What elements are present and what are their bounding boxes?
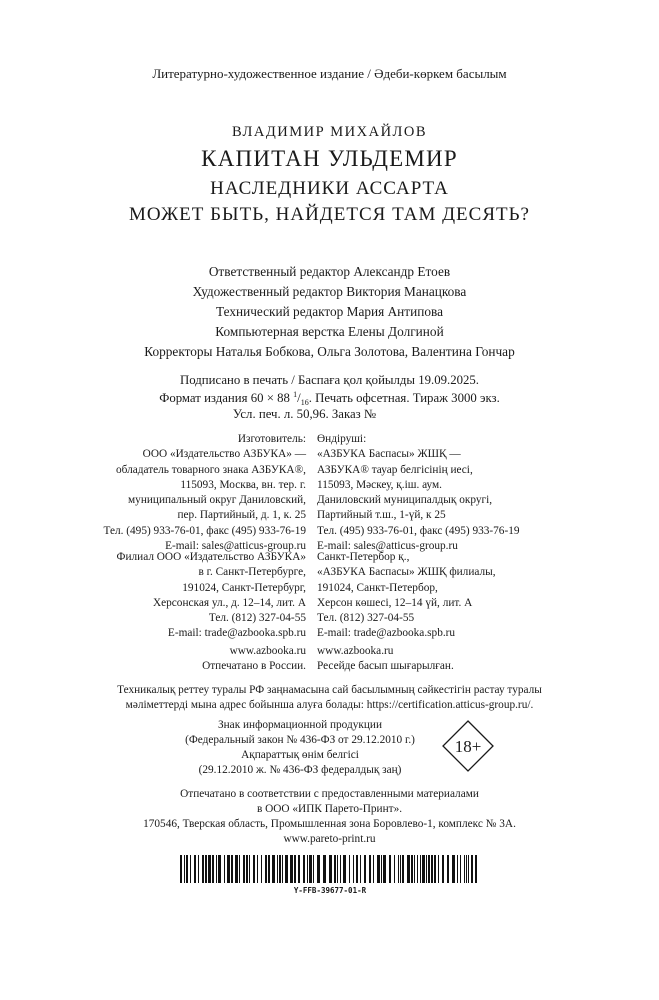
barcode-bar xyxy=(417,855,418,883)
barcode-bar xyxy=(249,855,250,883)
barcode-bar xyxy=(398,855,399,883)
staff-line: Корректоры Наталья Бобкова, Ольга Золотова, Валентина Гончар xyxy=(144,344,515,359)
barcode-bar xyxy=(282,855,283,883)
certification-line: мәліметтерді мына адрес бойынша алуға болады: https://certification.atticus-group.ru/. xyxy=(125,699,534,711)
manufacturer-right-line: E-mail: sales@atticus-group.ru xyxy=(317,540,458,553)
manufacturer-left-line: Тел. (495) 933-76-01, факс (495) 933-76-19 xyxy=(103,524,306,537)
barcode-bar xyxy=(343,855,346,883)
format-numerator: 1 xyxy=(293,390,298,399)
order-line: Усл. печ. л. 50,96. Заказ № xyxy=(232,407,377,421)
barcode-bar xyxy=(239,855,240,883)
subtitle-1: НАСЛЕДНИКИ АССАРТА xyxy=(210,178,449,199)
printed-in-line: Отпечатано в России. xyxy=(202,660,306,673)
barcode-bar xyxy=(243,855,245,883)
branch-left-line: E-mail: trade@azbooka.spb.ru xyxy=(167,627,306,640)
manufacturer-left-line: ООО «Издательство АЗБУКА» — xyxy=(142,448,306,461)
barcode-bar xyxy=(212,855,214,883)
printer-line: Отпечатано в соответствии с предоставленными материалами xyxy=(180,788,479,800)
barcode-bar xyxy=(407,855,410,883)
branch-right-line: Тел. (812) 327-04-55 xyxy=(317,612,415,625)
barcode-bar xyxy=(317,855,320,883)
barcode-bar xyxy=(231,855,233,883)
barcode-bar xyxy=(272,855,275,883)
barcode-bar xyxy=(294,855,296,883)
certification-line: Техникалық реттеу туралы РФ заңнамасына сай басылымның сәйкестігін растау туралы xyxy=(117,684,542,696)
barcode-bar xyxy=(383,855,386,883)
manufacturer-right-line: АЗБУКА® тауар белгісінің иесі, xyxy=(317,463,473,476)
barcode-bar xyxy=(216,855,217,883)
barcode-bar xyxy=(337,855,338,883)
branch-right-line: Херсон көшесі, 12–14 үй, лит. А xyxy=(317,596,473,609)
barcode-bar xyxy=(394,855,395,883)
barcode-bar xyxy=(364,855,366,883)
manufacturer-right-line: Партийный т.ш., 1-үй, к 25 xyxy=(317,509,446,522)
manufacturer-left-line: муниципальный округ Даниловский, xyxy=(128,494,306,507)
barcode-bar xyxy=(442,855,444,883)
branch-left-line: 191024, Санкт-Петербург, xyxy=(182,581,306,594)
barcode-bar xyxy=(466,855,467,883)
barcode-bar xyxy=(253,855,255,883)
barcode-bar xyxy=(279,855,281,883)
info-mark-line: Знак информационной продукции xyxy=(217,719,383,731)
manufacturer-right-line: Тел. (495) 933-76-01, факс (495) 933-76-19 xyxy=(317,524,520,537)
barcode-bar xyxy=(464,855,465,883)
branch-right-line: E-mail: trade@azbooka.spb.ru xyxy=(317,627,456,640)
branch-left-line: Филиал ООО «Издательство АЗБУКА» xyxy=(116,551,306,563)
author-name: ВЛАДИМИР МИХАЙЛОВ xyxy=(231,124,428,140)
barcode-bar xyxy=(246,855,248,883)
barcode-bar xyxy=(460,855,461,883)
manufacturer-right-line: «АЗБУКА Баспасы» ЖШҚ — xyxy=(317,448,461,461)
info-mark-line: Ақпараттық өнім белгісі xyxy=(241,749,359,761)
manufacturer-right xyxy=(317,432,520,554)
barcode-bar xyxy=(422,855,425,883)
barcode-bar xyxy=(298,855,300,883)
age-rating-text: 18+ xyxy=(454,737,482,756)
barcode-bar xyxy=(349,855,350,883)
branch-right-line: «АЗБУКА Баспасы» ЖШҚ филиалы, xyxy=(317,566,496,579)
format-denominator: 16 xyxy=(300,398,309,407)
printed-in-line: Ресейде басып шығарылған. xyxy=(317,660,454,673)
barcode-bar xyxy=(411,855,413,883)
format-line: Формат издания 60 × 88 $^1/_{16}$. Печать офсетная. Тираж 3000 экз. xyxy=(159,390,500,407)
barcode-bar xyxy=(360,855,361,883)
manufacturer-right-line: Өндіруші: xyxy=(317,433,367,445)
barcode-bar xyxy=(373,855,374,883)
barcode-bar xyxy=(434,855,436,883)
barcode-bar xyxy=(452,855,455,883)
barcode-bar xyxy=(313,855,314,883)
format-prefix: Формат издания 60 × 88 xyxy=(159,391,294,405)
barcode-bar xyxy=(323,855,326,883)
signed-date: Подписано в печать / Баспаға қол қойылды 19.09.2025. xyxy=(180,373,479,387)
printer-line: в ООО «ИПК Парето-Принт». xyxy=(256,803,403,815)
barcode-bar xyxy=(290,855,293,883)
manufacturer-left-line: E-mail: sales@atticus-group.ru xyxy=(165,540,306,553)
printer-url[interactable]: www.pareto-print.ru xyxy=(283,833,376,845)
barcode-bar xyxy=(261,855,262,883)
staff-line: Художественный редактор Виктория Манацкова xyxy=(192,284,467,299)
staff-line: Ответственный редактор Александр Етоев xyxy=(208,264,451,279)
branch-right-line: Санкт-Петербор қ., xyxy=(317,551,410,563)
manufacturer-left-line: 115093, Москва, вн. тер. г. xyxy=(180,478,306,491)
barcode-bar xyxy=(457,855,458,883)
printer-line: 170546, Тверская область, Промышленная зона Боровлево-1, комплекс № 3А. xyxy=(143,818,516,830)
barcode-bar xyxy=(227,855,230,883)
barcode-bar xyxy=(402,855,404,883)
barcode-bar xyxy=(468,855,469,883)
barcode-bar xyxy=(186,855,188,883)
barcode-code: Y-FFB-39677-01-R xyxy=(293,886,367,895)
barcode-bar xyxy=(389,855,391,883)
edition-line: Литературно-художественное издание / Әдеби-көркем басылым xyxy=(152,66,507,81)
barcode xyxy=(180,855,480,883)
format-suffix: . Печать офсетная. Тираж 3000 экз. xyxy=(308,391,500,405)
manufacturer-left-line: обладатель товарного знака АЗБУКА®, xyxy=(115,463,306,476)
barcode-bar xyxy=(471,855,473,883)
subtitle-2: МОЖЕТ БЫТЬ, НАЙДЕТСЯ ТАМ ДЕСЯТЬ? xyxy=(129,204,530,225)
barcode-bar xyxy=(438,855,439,883)
barcode-bar xyxy=(426,855,427,883)
age-rating-badge xyxy=(442,720,494,772)
barcode-bar xyxy=(208,855,211,883)
barcode-bar xyxy=(285,855,288,883)
manufacturer-right-line: Даниловский муниципалдық округі, xyxy=(317,494,493,507)
branch-right-line: 191024, Санкт-Петербор, xyxy=(317,581,438,594)
barcode-bar xyxy=(353,855,354,883)
branch-left-line: в г. Санкт-Петербурге, xyxy=(198,566,306,579)
manufacturer-left-line: пер. Партийный, д. 1, к. 25 xyxy=(177,509,306,522)
barcode-bar xyxy=(447,855,449,883)
branch-right xyxy=(317,550,496,642)
barcode-bar xyxy=(377,855,380,883)
barcode-bar xyxy=(334,855,336,883)
barcode-bar xyxy=(369,855,371,883)
barcode-bar xyxy=(180,855,182,883)
info-mark-line: (29.12.2010 ж. № 436-ФЗ федералдық заң) xyxy=(198,764,402,776)
book-title: КАПИТАН УЛЬДЕМИР xyxy=(201,146,458,171)
staff-line: Технический редактор Мария Антипова xyxy=(216,304,443,319)
manufacturer-left-line: Изготовитель: xyxy=(237,433,306,445)
barcode-bar xyxy=(194,855,196,883)
barcode-bar xyxy=(303,855,305,883)
barcode-bar xyxy=(277,855,278,883)
barcode-bar xyxy=(235,855,238,883)
branch-left-line: Тел. (812) 327-04-55 xyxy=(208,612,306,625)
barcode-bar xyxy=(184,855,185,883)
staff-line: Компьютерная верстка Елены Долгиной xyxy=(215,324,444,339)
barcode-bar xyxy=(307,855,308,883)
barcode-bar xyxy=(218,855,221,883)
barcode-bar xyxy=(205,855,207,883)
barcode-bar xyxy=(257,855,258,883)
branch-left-line: Херсонская ул., д. 12–14, лит. А xyxy=(152,596,306,609)
barcode-bar xyxy=(381,855,382,883)
barcode-bar xyxy=(329,855,332,883)
diamond-icon xyxy=(442,720,494,772)
barcode-bar xyxy=(198,855,199,883)
website-link[interactable]: www.azbooka.ru xyxy=(317,645,394,657)
barcode-bar xyxy=(420,855,421,883)
barcode-bar xyxy=(356,855,358,883)
website-link[interactable]: www.azbooka.ru xyxy=(229,645,306,657)
branch-left xyxy=(117,550,306,642)
barcode-bar xyxy=(309,855,312,883)
barcode-bar xyxy=(202,855,204,883)
web-right xyxy=(317,644,454,675)
manufacturer-left xyxy=(103,432,306,554)
barcode-bar xyxy=(340,855,341,883)
manufacturer-right-line: 115093, Мәскеу, қ.іш. аум. xyxy=(317,478,443,491)
barcode-bar xyxy=(268,855,270,883)
barcode-bar xyxy=(475,855,477,883)
barcode-bar xyxy=(190,855,191,883)
info-mark-line: (Федеральный закон № 436-ФЗ от 29.12.2010 г.) xyxy=(185,734,415,746)
barcode-bar xyxy=(265,855,267,883)
barcode-bar xyxy=(224,855,225,883)
barcode-bar xyxy=(414,855,415,883)
barcode-bar xyxy=(400,855,401,883)
barcode-bar xyxy=(428,855,430,883)
web-left xyxy=(202,644,306,675)
barcode-bar xyxy=(431,855,433,883)
